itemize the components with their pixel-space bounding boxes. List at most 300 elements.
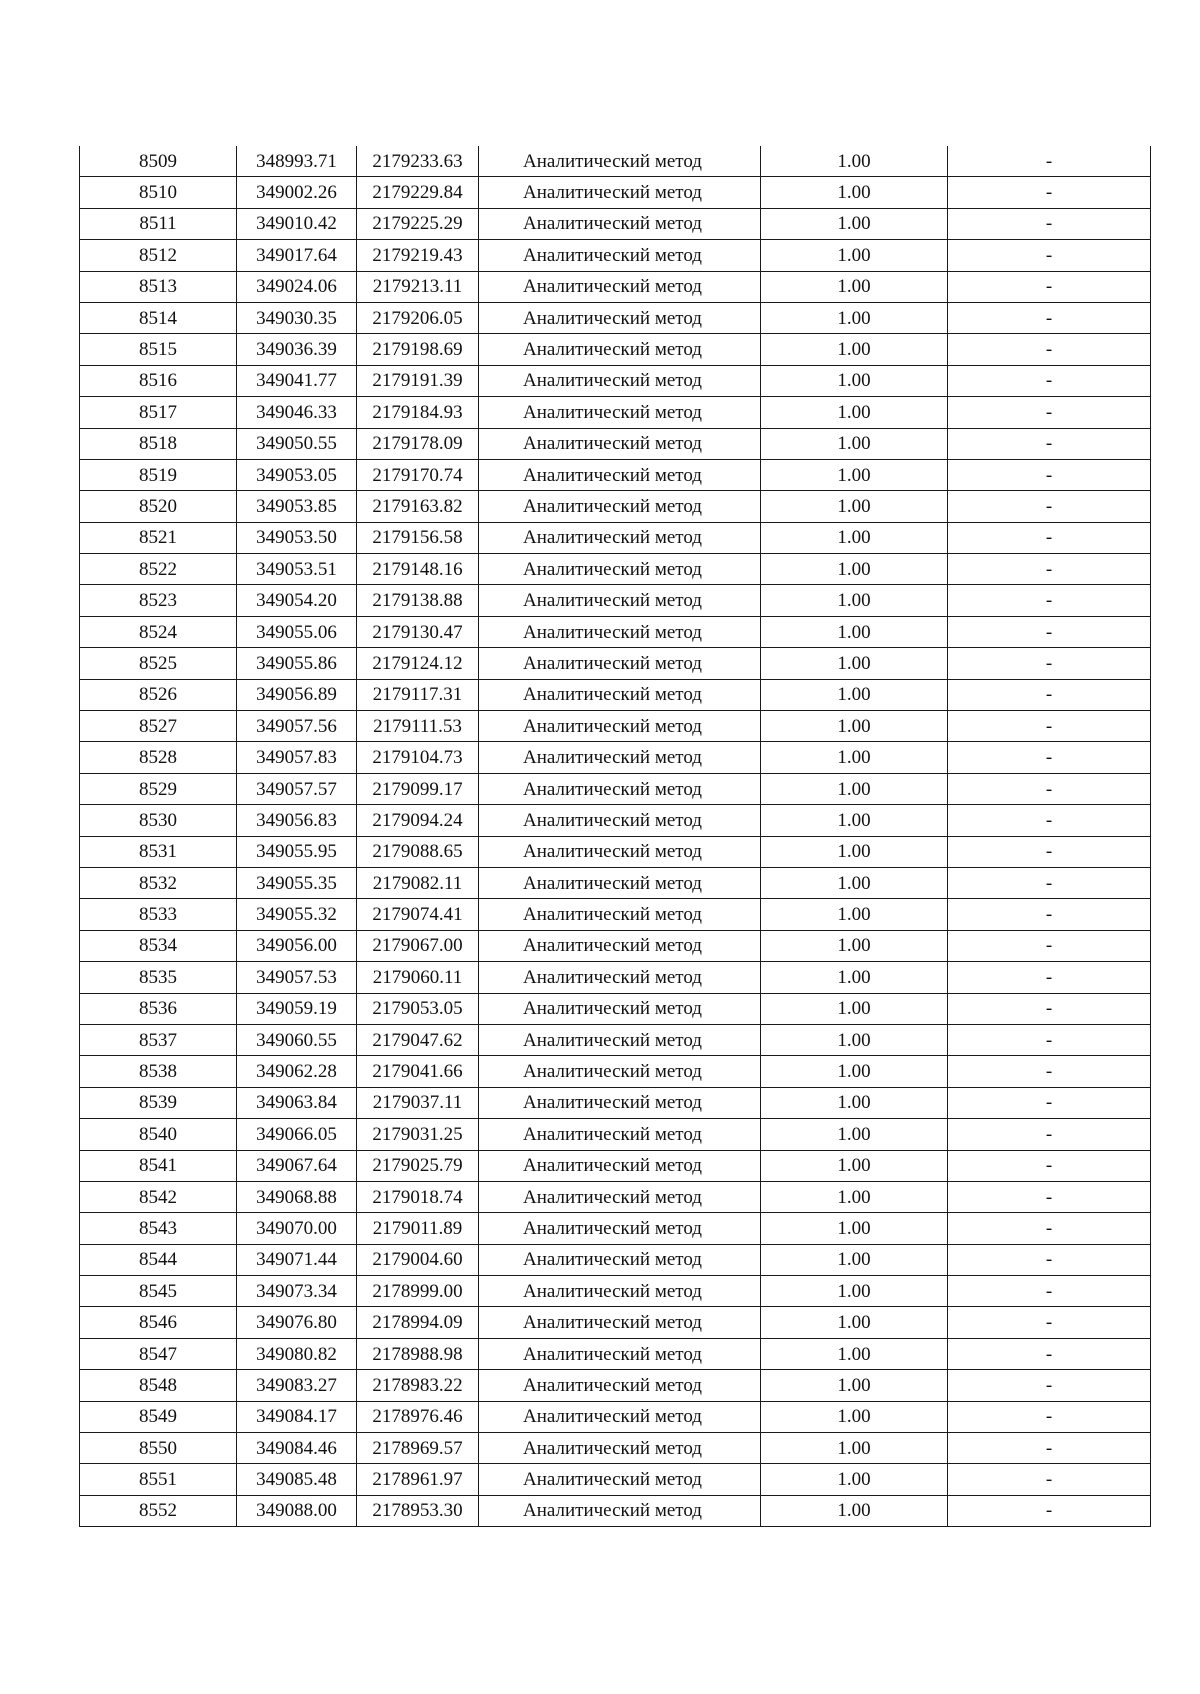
method-cell: Аналитический метод [479,1150,761,1181]
point-number-cell: 8511 [80,208,237,239]
y-coordinate-cell: 2179011.89 [357,1213,479,1244]
accuracy-cell: 1.00 [761,1150,948,1181]
method-cell: Аналитический метод [479,365,761,396]
y-coordinate-cell: 2179191.39 [357,365,479,396]
method-cell: Аналитический метод [479,428,761,459]
description-cell: - [948,711,1151,742]
y-coordinate-cell: 2179041.66 [357,1056,479,1087]
x-coordinate-cell: 349067.64 [237,1150,357,1181]
method-cell: Аналитический метод [479,491,761,522]
table-row [80,208,1151,239]
x-coordinate-cell: 349024.06 [237,271,357,302]
method-cell: Аналитический метод [479,616,761,647]
accuracy-cell: 1.00 [761,648,948,679]
y-coordinate-cell: 2179170.74 [357,459,479,490]
point-number-cell: 8514 [80,302,237,333]
description-cell: - [948,1276,1151,1307]
accuracy-cell: 1.00 [761,616,948,647]
accuracy-cell: 1.00 [761,334,948,365]
table-row [80,491,1151,522]
accuracy-cell: 1.00 [761,522,948,553]
method-cell: Аналитический метод [479,1024,761,1055]
point-number-cell: 8527 [80,711,237,742]
table-row [80,146,1151,177]
description-cell: - [948,1307,1151,1338]
table-row [80,867,1151,898]
y-coordinate-cell: 2178953.30 [357,1495,479,1526]
accuracy-cell: 1.00 [761,1433,948,1464]
description-cell: - [948,867,1151,898]
accuracy-cell: 1.00 [761,491,948,522]
method-cell: Аналитический метод [479,1276,761,1307]
x-coordinate-cell: 349084.17 [237,1401,357,1432]
point-number-cell: 8515 [80,334,237,365]
accuracy-cell: 1.00 [761,1338,948,1369]
y-coordinate-cell: 2178999.00 [357,1276,479,1307]
method-cell: Аналитический метод [479,1213,761,1244]
method-cell: Аналитический метод [479,334,761,365]
point-number-cell: 8517 [80,397,237,428]
table-row [80,334,1151,365]
y-coordinate-cell: 2178983.22 [357,1370,479,1401]
point-number-cell: 8523 [80,585,237,616]
table-row [80,805,1151,836]
description-cell: - [948,1370,1151,1401]
description-cell: - [948,1338,1151,1369]
method-cell: Аналитический метод [479,302,761,333]
description-cell: - [948,679,1151,710]
point-number-cell: 8536 [80,993,237,1024]
table-row [80,1307,1151,1338]
method-cell: Аналитический метод [479,1244,761,1275]
method-cell: Аналитический метод [479,177,761,208]
method-cell: Аналитический метод [479,899,761,930]
accuracy-cell: 1.00 [761,1244,948,1275]
table-row [80,271,1151,302]
point-number-cell: 8542 [80,1181,237,1212]
point-number-cell: 8552 [80,1495,237,1526]
point-number-cell: 8518 [80,428,237,459]
table-row [80,1119,1151,1150]
y-coordinate-cell: 2179067.00 [357,930,479,961]
y-coordinate-cell: 2179198.69 [357,334,479,365]
table-row [80,711,1151,742]
table-row [80,930,1151,961]
x-coordinate-cell: 349059.19 [237,993,357,1024]
method-cell: Аналитический метод [479,1401,761,1432]
x-coordinate-cell: 349056.89 [237,679,357,710]
method-cell: Аналитический метод [479,1181,761,1212]
method-cell: Аналитический метод [479,993,761,1024]
accuracy-cell: 1.00 [761,177,948,208]
point-number-cell: 8530 [80,805,237,836]
point-number-cell: 8544 [80,1244,237,1275]
description-cell: - [948,240,1151,271]
table-row [80,1276,1151,1307]
description-cell: - [948,1433,1151,1464]
y-coordinate-cell: 2179117.31 [357,679,479,710]
description-cell: - [948,742,1151,773]
point-number-cell: 8512 [80,240,237,271]
method-cell: Аналитический метод [479,962,761,993]
point-number-cell: 8522 [80,554,237,585]
accuracy-cell: 1.00 [761,679,948,710]
method-cell: Аналитический метод [479,240,761,271]
accuracy-cell: 1.00 [761,1307,948,1338]
x-coordinate-cell: 349055.35 [237,867,357,898]
accuracy-cell: 1.00 [761,1056,948,1087]
point-number-cell: 8510 [80,177,237,208]
method-cell: Аналитический метод [479,1307,761,1338]
description-cell: - [948,365,1151,396]
y-coordinate-cell: 2179111.53 [357,711,479,742]
description-cell: - [948,1181,1151,1212]
table-row [80,1433,1151,1464]
table-row [80,428,1151,459]
y-coordinate-cell: 2179233.63 [357,146,479,177]
accuracy-cell: 1.00 [761,1024,948,1055]
table-body [80,146,1151,1527]
point-number-cell: 8520 [80,491,237,522]
y-coordinate-cell: 2179130.47 [357,616,479,647]
accuracy-cell: 1.00 [761,930,948,961]
description-cell: - [948,1464,1151,1495]
table-row [80,1087,1151,1118]
method-cell: Аналитический метод [479,554,761,585]
table-row [80,773,1151,804]
point-number-cell: 8545 [80,1276,237,1307]
table-row [80,616,1151,647]
table-row [80,554,1151,585]
method-cell: Аналитический метод [479,1464,761,1495]
method-cell: Аналитический метод [479,930,761,961]
table-row [80,679,1151,710]
y-coordinate-cell: 2179037.11 [357,1087,479,1118]
description-cell: - [948,208,1151,239]
point-number-cell: 8528 [80,742,237,773]
x-coordinate-cell: 349055.86 [237,648,357,679]
x-coordinate-cell: 349063.84 [237,1087,357,1118]
point-number-cell: 8543 [80,1213,237,1244]
accuracy-cell: 1.00 [761,302,948,333]
method-cell: Аналитический метод [479,1370,761,1401]
table-row [80,1024,1151,1055]
y-coordinate-cell: 2179060.11 [357,962,479,993]
accuracy-cell: 1.00 [761,1181,948,1212]
x-coordinate-cell: 349046.33 [237,397,357,428]
y-coordinate-cell: 2179025.79 [357,1150,479,1181]
point-number-cell: 8531 [80,836,237,867]
y-coordinate-cell: 2178969.57 [357,1433,479,1464]
point-number-cell: 8541 [80,1150,237,1181]
x-coordinate-cell: 349088.00 [237,1495,357,1526]
table-row [80,993,1151,1024]
table-row [80,1495,1151,1526]
accuracy-cell: 1.00 [761,1119,948,1150]
description-cell: - [948,146,1151,177]
x-coordinate-cell: 349055.06 [237,616,357,647]
table-row [80,522,1151,553]
y-coordinate-cell: 2179156.58 [357,522,479,553]
x-coordinate-cell: 349041.77 [237,365,357,396]
accuracy-cell: 1.00 [761,459,948,490]
point-number-cell: 8509 [80,146,237,177]
description-cell: - [948,302,1151,333]
description-cell: - [948,773,1151,804]
method-cell: Аналитический метод [479,1056,761,1087]
y-coordinate-cell: 2179053.05 [357,993,479,1024]
description-cell: - [948,993,1151,1024]
x-coordinate-cell: 349073.34 [237,1276,357,1307]
accuracy-cell: 1.00 [761,1370,948,1401]
x-coordinate-cell: 349080.82 [237,1338,357,1369]
description-cell: - [948,271,1151,302]
method-cell: Аналитический метод [479,146,761,177]
method-cell: Аналитический метод [479,459,761,490]
y-coordinate-cell: 2179074.41 [357,899,479,930]
accuracy-cell: 1.00 [761,1464,948,1495]
accuracy-cell: 1.00 [761,554,948,585]
table-row [80,177,1151,208]
point-number-cell: 8529 [80,773,237,804]
y-coordinate-cell: 2179047.62 [357,1024,479,1055]
y-coordinate-cell: 2178976.46 [357,1401,479,1432]
accuracy-cell: 1.00 [761,899,948,930]
x-coordinate-cell: 349055.32 [237,899,357,930]
description-cell: - [948,1244,1151,1275]
description-cell: - [948,962,1151,993]
x-coordinate-cell: 349036.39 [237,334,357,365]
method-cell: Аналитический метод [479,1087,761,1118]
description-cell: - [948,616,1151,647]
accuracy-cell: 1.00 [761,240,948,271]
method-cell: Аналитический метод [479,397,761,428]
table-row [80,1056,1151,1087]
point-number-cell: 8534 [80,930,237,961]
accuracy-cell: 1.00 [761,962,948,993]
point-number-cell: 8549 [80,1401,237,1432]
method-cell: Аналитический метод [479,805,761,836]
point-number-cell: 8551 [80,1464,237,1495]
y-coordinate-cell: 2179219.43 [357,240,479,271]
method-cell: Аналитический метод [479,585,761,616]
accuracy-cell: 1.00 [761,867,948,898]
x-coordinate-cell: 349054.20 [237,585,357,616]
method-cell: Аналитический метод [479,711,761,742]
y-coordinate-cell: 2178961.97 [357,1464,479,1495]
table-row [80,397,1151,428]
y-coordinate-cell: 2179031.25 [357,1119,479,1150]
description-cell: - [948,1119,1151,1150]
description-cell: - [948,805,1151,836]
table-row [80,742,1151,773]
point-number-cell: 8521 [80,522,237,553]
x-coordinate-cell: 349053.05 [237,459,357,490]
point-number-cell: 8526 [80,679,237,710]
description-cell: - [948,1213,1151,1244]
y-coordinate-cell: 2179104.73 [357,742,479,773]
y-coordinate-cell: 2179099.17 [357,773,479,804]
y-coordinate-cell: 2179213.11 [357,271,479,302]
x-coordinate-cell: 348993.71 [237,146,357,177]
point-number-cell: 8535 [80,962,237,993]
y-coordinate-cell: 2178988.98 [357,1338,479,1369]
table-row [80,1244,1151,1275]
description-cell: - [948,1056,1151,1087]
point-number-cell: 8532 [80,867,237,898]
accuracy-cell: 1.00 [761,365,948,396]
x-coordinate-cell: 349076.80 [237,1307,357,1338]
method-cell: Аналитический метод [479,742,761,773]
method-cell: Аналитический метод [479,208,761,239]
table-row [80,240,1151,271]
x-coordinate-cell: 349083.27 [237,1370,357,1401]
x-coordinate-cell: 349084.46 [237,1433,357,1464]
description-cell: - [948,930,1151,961]
table-row [80,585,1151,616]
description-cell: - [948,836,1151,867]
x-coordinate-cell: 349060.55 [237,1024,357,1055]
table-row [80,1370,1151,1401]
accuracy-cell: 1.00 [761,428,948,459]
description-cell: - [948,1150,1151,1181]
x-coordinate-cell: 349050.55 [237,428,357,459]
point-number-cell: 8550 [80,1433,237,1464]
x-coordinate-cell: 349056.83 [237,805,357,836]
x-coordinate-cell: 349057.56 [237,711,357,742]
point-number-cell: 8525 [80,648,237,679]
description-cell: - [948,522,1151,553]
point-number-cell: 8533 [80,899,237,930]
point-number-cell: 8539 [80,1087,237,1118]
x-coordinate-cell: 349085.48 [237,1464,357,1495]
method-cell: Аналитический метод [479,1495,761,1526]
y-coordinate-cell: 2179148.16 [357,554,479,585]
method-cell: Аналитический метод [479,836,761,867]
accuracy-cell: 1.00 [761,805,948,836]
method-cell: Аналитический метод [479,679,761,710]
y-coordinate-cell: 2179082.11 [357,867,479,898]
method-cell: Аналитический метод [479,773,761,804]
x-coordinate-cell: 349017.64 [237,240,357,271]
description-cell: - [948,397,1151,428]
y-coordinate-cell: 2179004.60 [357,1244,479,1275]
table-row [80,1181,1151,1212]
accuracy-cell: 1.00 [761,993,948,1024]
x-coordinate-cell: 349053.50 [237,522,357,553]
x-coordinate-cell: 349002.26 [237,177,357,208]
description-cell: - [948,428,1151,459]
table-row [80,1150,1151,1181]
point-number-cell: 8546 [80,1307,237,1338]
table-row [80,1401,1151,1432]
y-coordinate-cell: 2179225.29 [357,208,479,239]
y-coordinate-cell: 2179184.93 [357,397,479,428]
x-coordinate-cell: 349053.51 [237,554,357,585]
method-cell: Аналитический метод [479,271,761,302]
x-coordinate-cell: 349055.95 [237,836,357,867]
method-cell: Аналитический метод [479,1433,761,1464]
x-coordinate-cell: 349070.00 [237,1213,357,1244]
table-row [80,1338,1151,1369]
y-coordinate-cell: 2179124.12 [357,648,479,679]
table-row [80,1464,1151,1495]
description-cell: - [948,648,1151,679]
x-coordinate-cell: 349057.83 [237,742,357,773]
x-coordinate-cell: 349066.05 [237,1119,357,1150]
description-cell: - [948,491,1151,522]
accuracy-cell: 1.00 [761,1213,948,1244]
y-coordinate-cell: 2179088.65 [357,836,479,867]
point-number-cell: 8519 [80,459,237,490]
description-cell: - [948,459,1151,490]
table-row [80,962,1151,993]
point-number-cell: 8537 [80,1024,237,1055]
description-cell: - [948,554,1151,585]
x-coordinate-cell: 349010.42 [237,208,357,239]
description-cell: - [948,1024,1151,1055]
description-cell: - [948,177,1151,208]
point-number-cell: 8547 [80,1338,237,1369]
accuracy-cell: 1.00 [761,271,948,302]
accuracy-cell: 1.00 [761,1087,948,1118]
y-coordinate-cell: 2179178.09 [357,428,479,459]
description-cell: - [948,899,1151,930]
point-number-cell: 8538 [80,1056,237,1087]
table-row [80,459,1151,490]
description-cell: - [948,1495,1151,1526]
accuracy-cell: 1.00 [761,773,948,804]
point-number-cell: 8524 [80,616,237,647]
table-row [80,899,1151,930]
y-coordinate-cell: 2178994.09 [357,1307,479,1338]
y-coordinate-cell: 2179163.82 [357,491,479,522]
point-number-cell: 8516 [80,365,237,396]
point-number-cell: 8513 [80,271,237,302]
point-number-cell: 8540 [80,1119,237,1150]
x-coordinate-cell: 349056.00 [237,930,357,961]
method-cell: Аналитический метод [479,867,761,898]
accuracy-cell: 1.00 [761,742,948,773]
accuracy-cell: 1.00 [761,711,948,742]
x-coordinate-cell: 349062.28 [237,1056,357,1087]
description-cell: - [948,585,1151,616]
accuracy-cell: 1.00 [761,146,948,177]
accuracy-cell: 1.00 [761,1276,948,1307]
y-coordinate-cell: 2179229.84 [357,177,479,208]
x-coordinate-cell: 349068.88 [237,1181,357,1212]
table-row [80,365,1151,396]
accuracy-cell: 1.00 [761,585,948,616]
table-row [80,1213,1151,1244]
y-coordinate-cell: 2179018.74 [357,1181,479,1212]
y-coordinate-cell: 2179138.88 [357,585,479,616]
accuracy-cell: 1.00 [761,208,948,239]
x-coordinate-cell: 349071.44 [237,1244,357,1275]
method-cell: Аналитический метод [479,1119,761,1150]
method-cell: Аналитический метод [479,522,761,553]
method-cell: Аналитический метод [479,648,761,679]
y-coordinate-cell: 2179094.24 [357,805,479,836]
description-cell: - [948,334,1151,365]
accuracy-cell: 1.00 [761,836,948,867]
description-cell: - [948,1087,1151,1118]
point-number-cell: 8548 [80,1370,237,1401]
x-coordinate-cell: 349030.35 [237,302,357,333]
y-coordinate-cell: 2179206.05 [357,302,479,333]
x-coordinate-cell: 349057.53 [237,962,357,993]
table-row [80,302,1151,333]
